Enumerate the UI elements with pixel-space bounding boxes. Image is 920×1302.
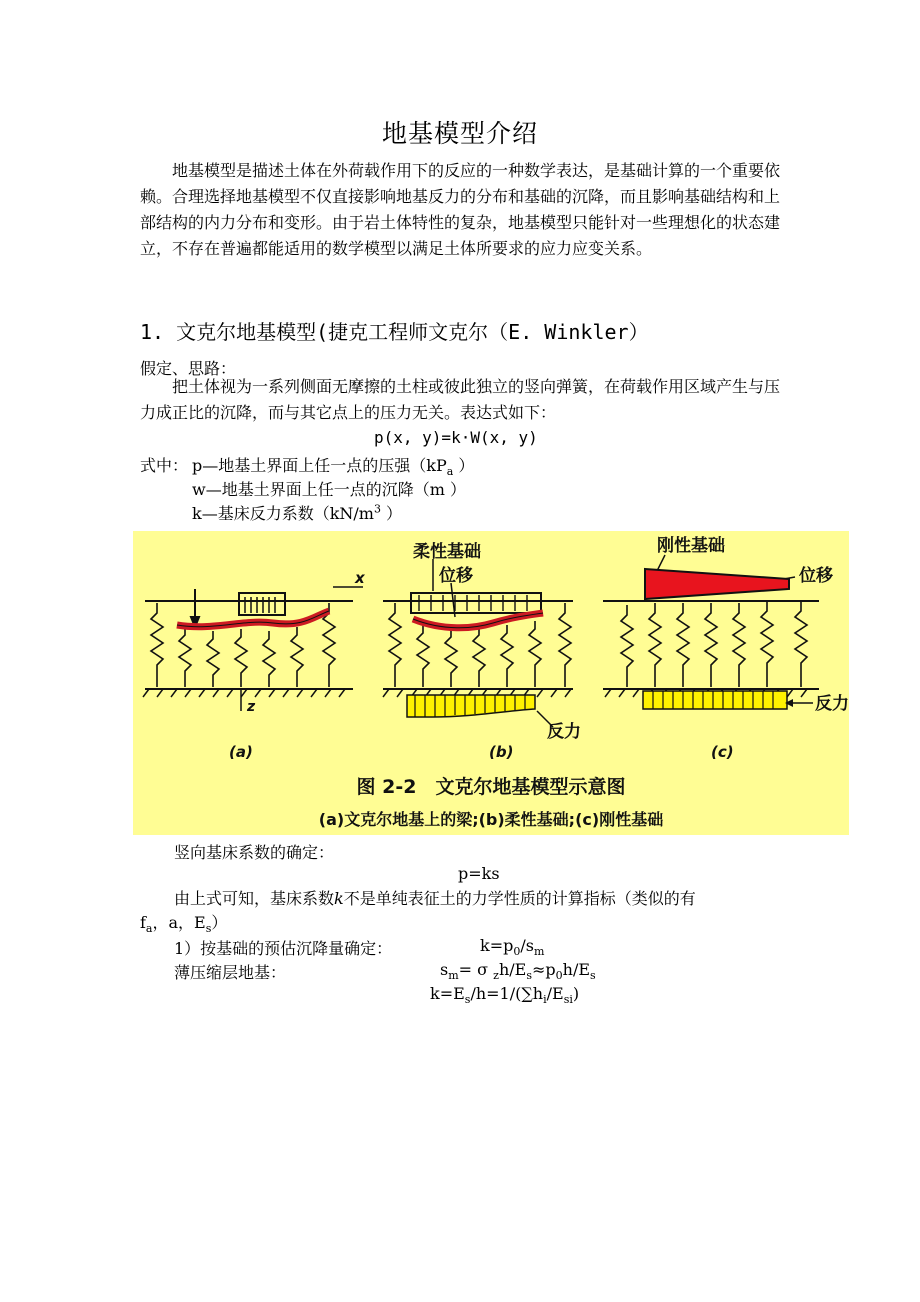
reaction-diagram-c <box>643 691 813 709</box>
definition-k: k—基床反力系数（$kN/m^3$ ） <box>192 502 403 523</box>
reaction-label-c: 反力 <box>815 694 849 714</box>
method1-label: 1）按基础的预估沉降量确定： <box>174 939 393 958</box>
panel-label-b: (b) <box>489 743 514 761</box>
assumption-text: 把土体视为一系列侧面无摩擦的土柱或彼此独立的竖向弹簧，在荷载作用区域产生与压力成正比的沉降，而与其它点上的压力无关。表达式如下： <box>140 377 781 422</box>
z-axis-label: z <box>247 699 256 715</box>
panel-label-c: (c) <box>711 743 734 761</box>
flexible-foundation-label: 柔性基础 <box>413 542 481 562</box>
section2-heading: 竖向基床系数的确定： <box>174 843 335 862</box>
where-label: 式中： <box>140 456 189 475</box>
settlement-formula: $s_m= \sigma$ $_zh/E_s\approx p_0h/E_s$ <box>440 960 596 983</box>
thin-layer-label: 薄压缩层地基： <box>174 963 287 982</box>
figure-caption: 图 2-2 文克尔地基模型示意图 <box>356 776 626 798</box>
x-axis-label: x <box>355 569 365 587</box>
displacement-label-c: 位移 <box>799 566 833 586</box>
rigid-foundation-label: 刚性基础 <box>657 536 725 556</box>
section-heading-winkler: 1. 文克尔地基模型(捷克工程师文克尔（E. Winkler） <box>140 320 649 344</box>
figure-subcaption: (a)文克尔地基上的梁;(b)柔性基础;(c)刚性基础 <box>318 810 664 829</box>
definition-p: p—地基土界面上任一点的压强（$kP_a$ ） <box>192 456 475 479</box>
assumption-label: 假定、思路： <box>140 359 237 378</box>
winkler-formula: p(x, y)=k·W(x, y) <box>374 428 538 447</box>
intro-paragraph: 地基模型是描述土体在外荷载作用下的反应的一种数学表达，是基础计算的一个重要依赖。合理选择地基模型不仅直接影响地基反力的分布和基础的沉降，而且影响基础结构和上部结构的内力分布和变形。由于岩土体特性的复杂，地基模型只能针对一些理想化的状态建立，不存在普遍都能适用的数学模型以满足土体所要求的应力应变关系。 <box>140 161 781 258</box>
panel-label-a: (a) <box>229 743 253 761</box>
definition-w: w—地基土界面上任一点的沉降（m ） <box>192 480 466 499</box>
method1-formula: $k=p_0/s_m$ <box>480 936 545 959</box>
p-ks-formula: p=ks <box>458 864 500 883</box>
subgrade-coefficient-text-line2: $f_a$，a，$E_s$） <box>140 913 228 936</box>
displacement-label-b: 位移 <box>439 566 473 586</box>
k-thin-layer-formula: $k=E_s/h=1/(\sum h_i/E_{si})$ <box>430 984 580 1007</box>
winkler-model-figure <box>133 531 849 835</box>
reaction-label-b: 反力 <box>547 722 581 742</box>
subgrade-coefficient-text: 由上式可知，基床系数k不是单纯表征土的力学性质的计算指标（类似的有 <box>174 889 696 908</box>
page-title: 地基模型介绍 <box>381 119 538 148</box>
